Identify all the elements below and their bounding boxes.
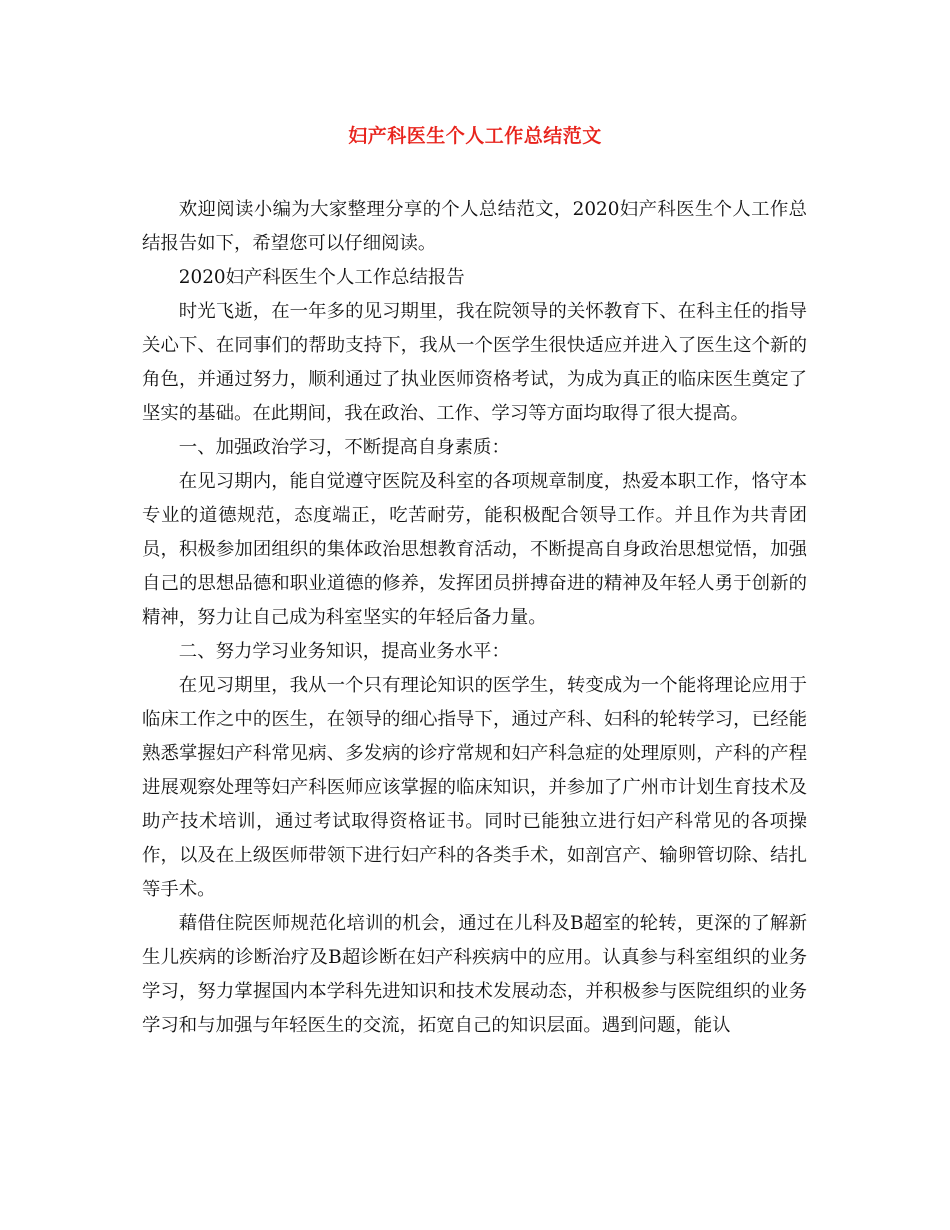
paragraph-intro: 欢迎阅读小编为大家整理分享的个人总结范文，2020妇产科医生个人工作总结报告如下，希望您可以仔细阅读。 — [142, 199, 807, 254]
section-heading-political-study: 一、加强政治学习，不断提高自身素质： — [178, 437, 510, 458]
paragraph-residency-training: 藉借住院医师规范化培训的机会，通过在儿科及B超室的轮转，更深的了解新生儿疾病的诊断治疗及B超诊断在妇产科疾病中的应用。认真参与科室组织的业务学习，努力掌握国内本学科先进知识和技术发展动态，并积极参与医院组织的业务学习和与加强与年轻医生的交流，拓宽自己的知识层面。遇到问题，能认 — [142, 913, 807, 1036]
paragraph-overview: 时光飞逝，在一年多的见习期里，我在院领导的关怀教育下、在科主任的指导关心下、在同事们的帮助支持下，我从一个医学生很快适应并进入了医生这个新的角色，并通过努力，顺利通过了执业医师资格考试，为成为真正的临床医生奠定了坚实的基础。在此期间，我在政治、工作、学习等方面均取得了很大提高。 — [142, 301, 807, 424]
section-heading-professional-study: 二、努力学习业务知识，提高业务水平： — [178, 641, 510, 662]
document-title: 妇产科医生个人工作总结范文 — [348, 125, 602, 147]
paragraph-professional-study: 在见习期里，我从一个只有理论知识的医学生，转变成为一个能将理论应用于临床工作之中的医生，在领导的细心指导下，通过产科、妇科的轮转学习，已经能熟悉掌握妇产科常见病、多发病的诊疗常规和妇产科急症的处理原则，产科的产程进展观察处理等妇产科医师应该掌握的临床知识，并参加了广州市计划生育技术及助产技术培训，通过考试取得资格证书。同时已能独立进行妇产科常见的各项操作，以及在上级医师带领下进行妇产科的各类手术，如剖宫产、输卵管切除、结扎等手术。 — [142, 675, 807, 900]
document-body — [142, 193, 807, 1043]
paragraph-political-study: 在见习期内，能自觉遵守医院及科室的各项规章制度，热爱本职工作，恪守本专业的道德规范，态度端正，吃苦耐劳，能积极配合领导工作。并且作为共青团员，积极参加团组织的集体政治思想教育活动，不断提高自身政治思想觉悟，加强自己的思想品德和职业道德的修养，发挥团员拼搏奋进的精神及年轻人勇于创新的精神，努力让自己成为科室坚实的年轻后备力量。 — [142, 471, 807, 628]
paragraph-report-title: 2020妇产科医生个人工作总结报告 — [178, 267, 465, 288]
